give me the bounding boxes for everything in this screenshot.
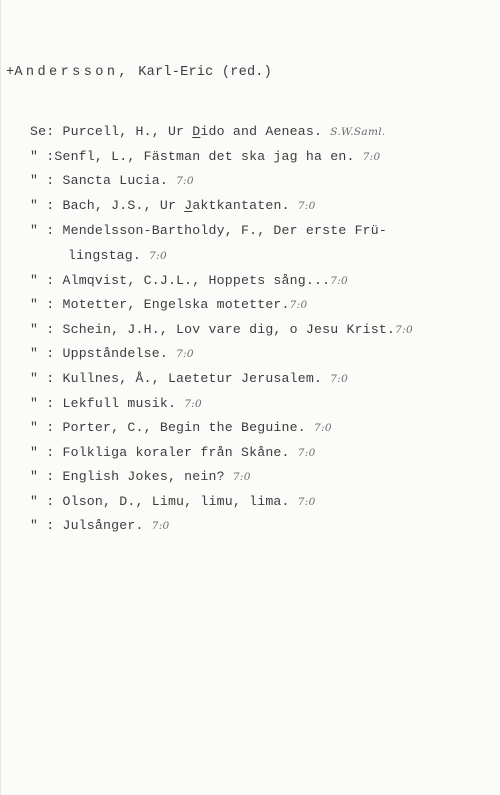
entry-line: [30, 124, 386, 139]
entry-text: Motetter, Engelska motetter.: [62, 297, 290, 312]
handwritten-note: 7:0: [362, 151, 381, 163]
entry-text: English Jokes, nein?: [62, 469, 225, 484]
entry-line: [30, 420, 332, 435]
entry-line: [30, 346, 194, 361]
entry-text: Sancta Lucia.: [62, 173, 168, 188]
handwritten-note: 7:0: [297, 496, 316, 508]
entry-prefix: " :: [30, 322, 63, 337]
entry-line: [30, 445, 316, 460]
entry-prefix: " :: [30, 396, 63, 411]
entry-prefix: " :: [30, 469, 63, 484]
handwritten-note: 7:0: [314, 422, 332, 434]
entry-prefix: " :: [30, 518, 63, 533]
entry-line: [30, 469, 251, 484]
entry-text: Almqvist, C.J.L., Hoppets sång...: [62, 273, 331, 288]
entry-continuation: [68, 248, 167, 263]
handwritten-note: 7:0: [297, 200, 316, 212]
heading-marker: +: [6, 65, 15, 80]
entry-text: Purcell, H., Ur: [62, 124, 193, 139]
entry-line: [30, 494, 316, 509]
entry-line: [30, 173, 194, 188]
entry-prefix: " :: [30, 173, 63, 188]
entry-text: lingstag.: [68, 248, 142, 263]
handwritten-note: 7:0: [330, 275, 349, 287]
entry-prefix: " :: [30, 149, 55, 164]
entry-line: [30, 371, 348, 386]
entry-underlined: D: [192, 124, 201, 139]
entry-line: [30, 149, 381, 164]
entry-line: [30, 518, 170, 533]
handwritten-note: 7:0: [297, 447, 316, 459]
handwritten-note: 7:0: [184, 398, 202, 410]
handwritten-note: 7:0: [330, 373, 349, 385]
heading-rest: Karl-Eric (red.): [129, 65, 273, 80]
entry-line: [30, 198, 316, 213]
entry-text-after: ido and Aeneas.: [200, 124, 323, 139]
entry-prefix: " :: [30, 420, 63, 435]
entry-prefix: " :: [30, 371, 63, 386]
entry-text: Mendelsson-Bartholdy, F., Der erste Frü-: [62, 223, 388, 238]
entry-prefix: " :: [30, 494, 63, 509]
entry-text: Kullnes, Å., Laetetur Jerusalem.: [62, 371, 323, 386]
entry-prefix: " :: [30, 346, 63, 361]
entry-text: Julsånger.: [62, 518, 144, 533]
entry-line: [30, 223, 387, 238]
entry-line: [30, 322, 413, 337]
card-edge: [0, 0, 1, 795]
entry-line: [30, 297, 307, 312]
entry-text: Uppståndelse.: [62, 346, 168, 361]
entry-text: Folkliga koraler från Skåne.: [62, 445, 290, 460]
entry-text: Lekfull musik.: [62, 396, 177, 411]
entry-prefix: " :: [30, 273, 63, 288]
entry-text: Porter, C., Begin the Beguine.: [62, 420, 306, 435]
entry-prefix: " :: [30, 198, 63, 213]
entry-line: [30, 396, 202, 411]
heading-surname: Andersson,: [14, 65, 130, 80]
handwritten-note: 7:0: [176, 348, 194, 360]
entry-prefix: Se:: [30, 124, 63, 139]
entry-prefix: " :: [30, 445, 63, 460]
handwritten-note: 7:0: [151, 520, 170, 532]
entry-text: Senfl, L., Fästman det ska jag ha en.: [54, 149, 355, 164]
entry-underlined: J: [184, 198, 193, 213]
handwritten-note: 7:0: [176, 175, 194, 187]
card-heading: [6, 65, 272, 80]
entry-text: Schein, J.H., Lov vare dig, o Jesu Krist.: [62, 322, 396, 337]
entry-line: [30, 273, 348, 288]
handwritten-note: 7:0: [232, 471, 251, 483]
entry-text: Bach, J.S., Ur: [62, 198, 185, 213]
entry-text: Olson, D., Limu, limu, lima.: [62, 494, 290, 509]
handwritten-note: 7:0: [149, 250, 167, 262]
entry-prefix: " :: [30, 297, 63, 312]
handwritten-note: S.W.Saml.: [330, 126, 386, 138]
handwritten-note: 7:0: [289, 299, 308, 311]
handwritten-note: 7:0: [395, 324, 413, 336]
entry-prefix: " :: [30, 223, 63, 238]
entry-text-after: aktkantaten.: [192, 198, 290, 213]
